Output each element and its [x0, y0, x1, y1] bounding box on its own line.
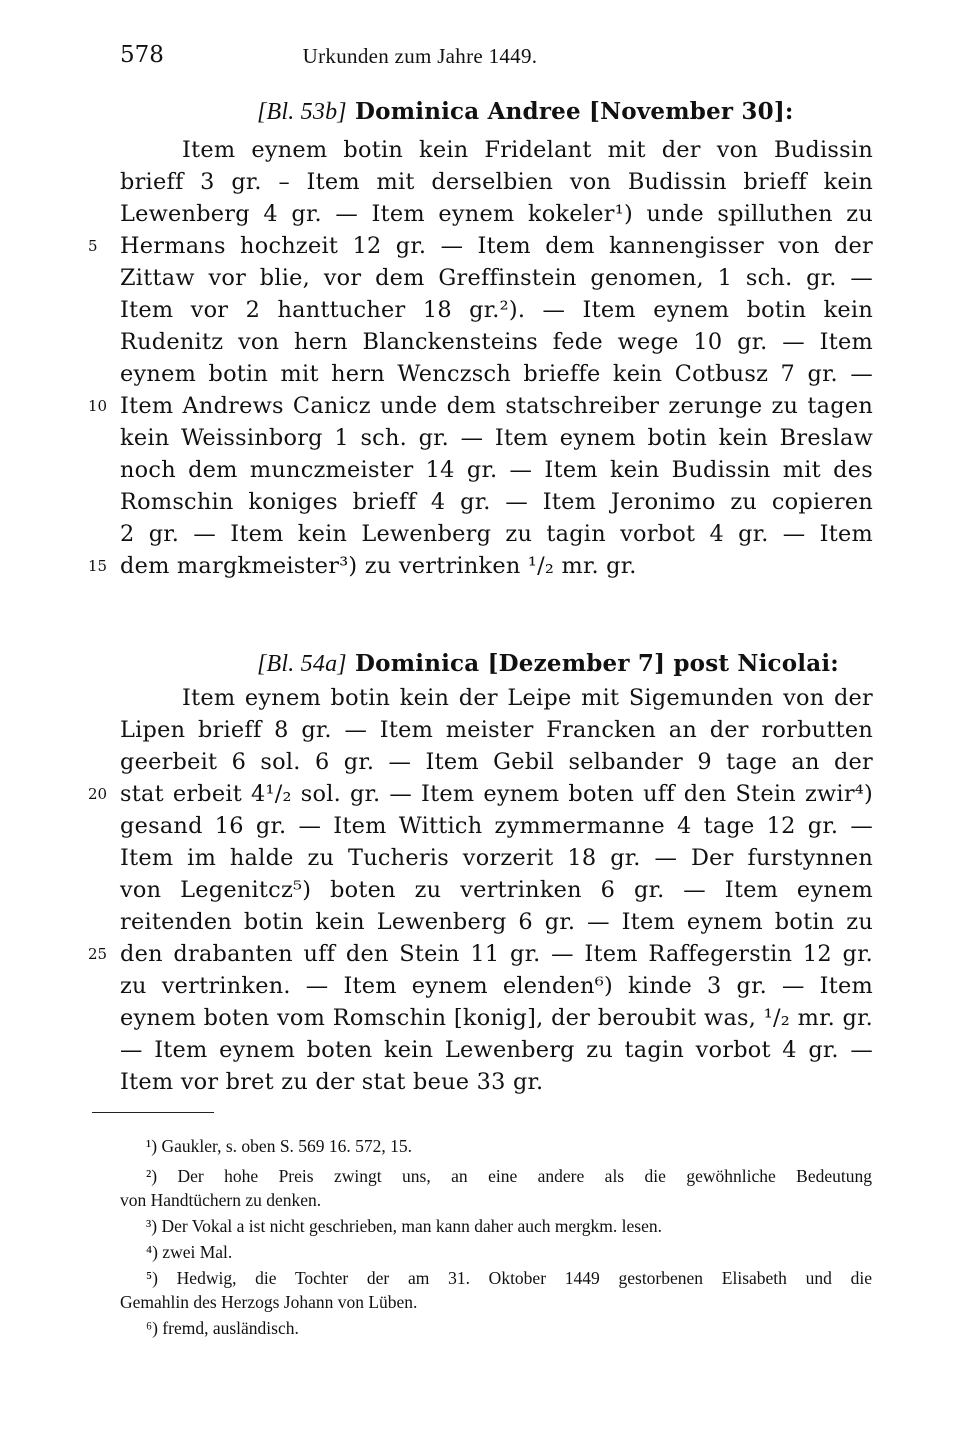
section-title: Dominica [Dezember 7] post Nicolai: [355, 650, 839, 677]
line-number: 5 [88, 237, 98, 255]
page-number: 578 [120, 42, 164, 68]
running-title: Urkunden zum Jahre 1449. [302, 44, 538, 68]
footnote-divider [92, 1112, 214, 1113]
text-line: reitenden botin kein Lewenberg 6 gr. — Item eynem botin zu [120, 909, 873, 935]
text-line: brieff 3 gr. – Item mit derselbien von Budissin brieff kein [120, 169, 873, 195]
footnote-continuation: Gemahlin des Herzogs Johann von Lüben. [120, 1292, 418, 1312]
text-line: eynem botin mit hern Wenczsch brieffe kein Cotbusz 7 gr. — [120, 361, 873, 387]
line-number: 20 [88, 785, 108, 803]
text-line: Item eynem botin kein Fridelant mit der von Budissin [182, 137, 873, 163]
page-header [120, 42, 880, 82]
text-line: gesand 16 gr. — Item Wittich zymmermanne 4 tage 12 gr. — [120, 813, 873, 839]
text-line: noch dem munczmeister 14 gr. — Item kein Budissin mit des [120, 457, 873, 483]
text-line: Item eynem botin kein der Leipe mit Sigemunden von der [182, 685, 873, 711]
text-line: von Legenitcz⁵) boten zu vertrinken 6 gr. — Item eynem [120, 877, 873, 903]
line-number: 15 [88, 557, 108, 575]
text-line: den drabanten uff den Stein 11 gr. — Item Raffegerstin 12 gr. [120, 941, 873, 967]
line-number: 10 [88, 397, 108, 415]
text-line: eynem boten vom Romschin [konig], der beroubit was, ¹/₂ mr. gr. [120, 1005, 873, 1031]
text-line: Lipen brieff 8 gr. — Item meister Francken an der rorbutten [120, 717, 873, 743]
footnote: ⁶) fremd, ausländisch. [146, 1318, 299, 1338]
folio-reference: [Bl. 54a] [257, 651, 347, 677]
section-heading-december [257, 650, 839, 678]
text-line: Item vor bret zu der stat beue 33 gr. [120, 1069, 544, 1095]
text-line: Lewenberg 4 gr. — Item eynem kokeler¹) unde spilluthen zu [120, 201, 873, 227]
footnote: ²) Der hohe Preis zwingt uns, an eine andere als die gewöhnliche Bedeutung [146, 1166, 872, 1186]
text-line: zu vertrinken. — Item eynem elenden⁶) kinde 3 gr. — Item [120, 973, 873, 999]
footnote-continuation: von Handtüchern zu denken. [120, 1190, 322, 1210]
section-heading-november [257, 98, 794, 126]
text-line: Hermans hochzeit 12 gr. — Item dem kannengisser von der [120, 233, 873, 259]
text-line: Item im halde zu Tucheris vorzerit 18 gr. — Der furstynnen [120, 845, 873, 871]
footnote: ¹) Gaukler, s. oben S. 569 16. 572, 15. [146, 1136, 413, 1156]
footnote: ³) Der Vokal a ist nicht geschrieben, man kann daher auch mergkm. lesen. [146, 1216, 662, 1236]
text-line: Item Andrews Canicz unde dem statschreiber zerunge zu tagen [120, 393, 873, 419]
text-line: dem margkmeister³) zu vertrinken ¹/₂ mr. gr. [120, 553, 637, 579]
line-number: 25 [88, 945, 108, 963]
footnote: ⁵) Hedwig, die Tochter der am 31. Oktober 1449 gestorbenen Elisabeth und die [146, 1268, 872, 1288]
folio-reference: [Bl. 53b] [257, 99, 347, 125]
text-line: geerbeit 6 sol. 6 gr. — Item Gebil selbander 9 tage an der [120, 749, 873, 775]
footnote: ⁴) zwei Mal. [146, 1242, 233, 1262]
text-line: Rudenitz von hern Blanckensteins fede wege 10 gr. — Item [120, 329, 873, 355]
text-line: — Item eynem boten kein Lewenberg zu tagin vorbot 4 gr. — [120, 1037, 873, 1063]
text-line: Item vor 2 hanttucher 18 gr.²). — Item eynem botin kein [120, 297, 873, 323]
text-line: Romschin koniges brieff 4 gr. — Item Jeronimo zu copieren [120, 489, 873, 515]
text-line: Zittaw vor blie, vor dem Greffinstein genomen, 1 sch. gr. — [120, 265, 873, 291]
text-line: 2 gr. — Item kein Lewenberg zu tagin vorbot 4 gr. — Item [120, 521, 873, 547]
text-line: stat erbeit 4¹/₂ sol. gr. — Item eynem boten uff den Stein zwir⁴) [120, 781, 873, 807]
text-line: kein Weissinborg 1 sch. gr. — Item eynem botin kein Breslaw [120, 425, 873, 451]
section-title: Dominica Andree [November 30]: [355, 98, 794, 125]
